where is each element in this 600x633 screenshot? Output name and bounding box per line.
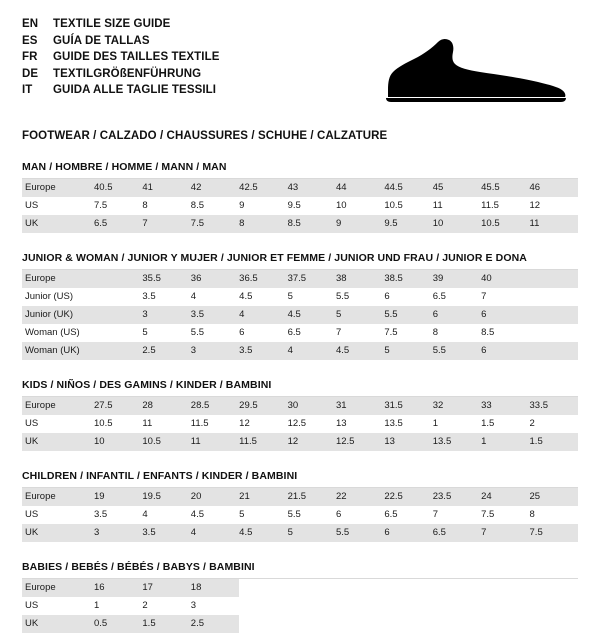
cell: 6.5 — [94, 215, 142, 233]
cell: 8 — [529, 509, 535, 520]
cell — [239, 579, 287, 597]
cell: 6 — [384, 291, 390, 302]
cell: 2.5 — [191, 615, 239, 633]
cell — [336, 615, 384, 633]
table-row — [22, 506, 578, 524]
table-row — [22, 197, 578, 215]
cell: 7.5 — [481, 509, 495, 520]
cell: 6.5 — [384, 509, 398, 520]
cell: 4.5 — [336, 342, 384, 360]
cell: 8 — [142, 200, 148, 211]
cell: 3.5 — [191, 306, 239, 324]
cell: 3.5 — [239, 342, 287, 360]
cell — [239, 615, 287, 633]
language-row — [22, 82, 352, 99]
cell — [94, 306, 142, 324]
size-table — [22, 488, 578, 542]
cell: 11.5 — [481, 200, 499, 211]
cell: 4 — [142, 509, 148, 520]
cell: 16 — [94, 579, 142, 597]
cell: 7 — [481, 524, 529, 542]
group-title: MAN / HOMBRE / HOMME / MANN / MAN — [22, 161, 578, 179]
cell: 8.5 — [190, 200, 204, 211]
group-babies — [22, 561, 578, 633]
group-man — [22, 161, 578, 233]
cell: 36 — [191, 270, 239, 288]
cell: 5.5 — [335, 291, 350, 302]
cell: 13 — [335, 418, 347, 429]
cell: 4 — [288, 342, 336, 360]
cell: 3 — [191, 342, 239, 360]
cell: 12 — [288, 433, 336, 451]
cell: 6 — [481, 342, 529, 360]
cell: 0.5 — [94, 615, 142, 633]
cell: 6 — [384, 524, 432, 542]
cell: 6 — [239, 327, 245, 338]
cell: 44.5 — [384, 179, 432, 197]
cell: 8.5 — [481, 327, 495, 338]
cell: 21 — [239, 488, 287, 506]
cell: 11 — [142, 418, 153, 429]
size-table — [22, 397, 578, 451]
cell: 5.5 — [384, 306, 432, 324]
cell — [94, 342, 142, 360]
cell: 6.5 — [287, 327, 301, 338]
cell — [384, 579, 432, 597]
cell: 9 — [239, 200, 245, 211]
cell: 29.5 — [239, 397, 287, 415]
cell: 3.5 — [142, 291, 156, 302]
cell: 39 — [433, 270, 481, 288]
table-row — [22, 270, 578, 288]
cell: 10.5 — [94, 418, 113, 429]
group-title: KIDS / NIÑOS / DES GAMINS / KINDER / BAMBINI — [22, 379, 578, 397]
cell — [481, 579, 529, 597]
cell: 2.5 — [142, 342, 190, 360]
row-label: US — [25, 600, 39, 611]
cell: 2 — [142, 600, 148, 611]
cell: 12 — [239, 418, 250, 429]
page-title: FOOTWEAR / CALZADO / CHAUSSURES / SCHUHE / CALZATURE — [22, 130, 388, 142]
cell: 1 — [94, 600, 100, 611]
cell: 31.5 — [384, 397, 432, 415]
cell: 38.5 — [384, 270, 432, 288]
table-row — [22, 215, 578, 233]
cell — [530, 579, 578, 597]
cell: 27.5 — [94, 397, 142, 415]
cell: 11.5 — [239, 433, 287, 451]
cell: 40 — [481, 270, 529, 288]
cell — [481, 615, 529, 633]
cell: 8.5 — [288, 215, 336, 233]
cell: 3 — [142, 306, 190, 324]
language-title: TEXTILGRÖßENFÜHRUNG — [53, 67, 202, 80]
group-junior-woman — [22, 252, 578, 360]
row-label: Europe — [22, 488, 94, 506]
cell: 12.5 — [287, 418, 307, 429]
cell: 32 — [433, 397, 481, 415]
group-children — [22, 470, 578, 542]
cell — [433, 579, 481, 597]
row-label: UK — [22, 433, 94, 451]
cell: 5 — [288, 524, 336, 542]
cell — [530, 324, 578, 342]
cell: 33 — [481, 397, 529, 415]
cell — [433, 615, 481, 633]
cell: 10 — [335, 200, 347, 211]
cell — [530, 288, 578, 306]
cell: 18 — [191, 579, 239, 597]
cell: 6 — [481, 306, 529, 324]
cell: 36.5 — [239, 270, 287, 288]
cell: 8 — [432, 327, 439, 338]
cell: 7 — [432, 509, 439, 520]
cell: 1.5 — [481, 418, 495, 429]
cell: 46 — [530, 179, 578, 197]
cell: 1 — [481, 433, 529, 451]
size-table — [22, 579, 578, 633]
cell: 4 — [191, 524, 239, 542]
table-row — [22, 179, 578, 197]
cell: 7.5 — [94, 200, 108, 211]
cell: 30 — [288, 397, 336, 415]
language-title: GUÍA DE TALLAS — [53, 34, 150, 47]
cell: 21.5 — [288, 488, 336, 506]
document-header — [22, 16, 578, 112]
cell: 28.5 — [191, 397, 239, 415]
table-row — [22, 488, 578, 506]
cell: 23.5 — [433, 488, 481, 506]
cell: 45.5 — [481, 179, 529, 197]
cell: 37.5 — [288, 270, 336, 288]
cell: 5.5 — [433, 342, 481, 360]
row-label: UK — [22, 524, 94, 542]
group-title: BABIES / BEBÉS / BÉBÉS / BABYS / BAMBINI — [22, 561, 578, 579]
table-row — [22, 415, 578, 433]
cell — [530, 270, 578, 288]
cell: 20 — [191, 488, 239, 506]
cell: 1 — [432, 418, 439, 429]
cell: 2 — [529, 418, 535, 429]
cell — [530, 615, 578, 633]
cell: 22.5 — [384, 488, 432, 506]
cell: 42.5 — [239, 179, 287, 197]
row-label: US — [25, 509, 39, 520]
cell: 38 — [336, 270, 384, 288]
cell: 10.5 — [384, 200, 403, 211]
language-title: GUIDA ALLE TAGLIE TESSILI — [53, 84, 217, 96]
cell — [530, 306, 578, 324]
dress-shoe-icon — [380, 32, 570, 104]
cell: 1.5 — [530, 433, 578, 451]
cell: 5.5 — [336, 524, 384, 542]
cell: 41 — [142, 179, 190, 197]
row-label: UK — [22, 215, 94, 233]
cell: 1.5 — [142, 615, 190, 633]
row-label: US — [25, 200, 39, 211]
cell: 9.5 — [287, 200, 301, 211]
cell: 11.5 — [190, 418, 209, 429]
cell: 5 — [142, 327, 148, 338]
cell: 9.5 — [384, 215, 432, 233]
cell: 3.5 — [94, 509, 108, 520]
row-label: US — [25, 418, 39, 429]
cell: 4 — [190, 291, 197, 302]
table-row — [22, 579, 578, 597]
cell: 12 — [529, 200, 541, 211]
cell: 33.5 — [530, 397, 578, 415]
cell: 10 — [94, 433, 142, 451]
cell: 45 — [433, 179, 481, 197]
cell: 17 — [142, 579, 190, 597]
row-label: Europe — [22, 579, 94, 597]
cell: 6 — [335, 509, 342, 520]
language-code: FR — [22, 51, 38, 63]
cell: 4.5 — [239, 524, 287, 542]
cell: 11 — [191, 433, 239, 451]
table-row — [22, 397, 578, 415]
cell: 12.5 — [336, 433, 384, 451]
cell: 5.5 — [190, 327, 204, 338]
row-label: UK — [22, 615, 94, 633]
table-row — [22, 524, 578, 542]
cell: 42 — [191, 179, 239, 197]
row-label: Europe — [22, 397, 94, 415]
language-code: DE — [22, 67, 39, 80]
language-title: TEXTILE SIZE GUIDE — [53, 18, 171, 30]
cell: 10 — [433, 215, 481, 233]
cell — [336, 579, 384, 597]
cell: 25 — [530, 488, 578, 506]
language-code: EN — [22, 18, 39, 30]
language-row — [22, 33, 352, 50]
cell: 13.5 — [384, 418, 403, 429]
cell: 43 — [288, 179, 336, 197]
cell: 44 — [336, 179, 384, 197]
size-table — [22, 270, 578, 360]
cell: 5 — [336, 306, 384, 324]
language-title-list — [22, 16, 352, 99]
cell: 5 — [287, 291, 293, 302]
row-label: Europe — [22, 179, 94, 197]
language-row — [22, 66, 352, 83]
cell: 5 — [239, 509, 245, 520]
cell: 7 — [335, 327, 342, 338]
cell: 7.5 — [384, 327, 398, 338]
table-row — [22, 342, 578, 360]
table-row — [22, 615, 578, 633]
cell — [94, 288, 142, 306]
cell: 19 — [94, 488, 142, 506]
cell: 7.5 — [530, 524, 578, 542]
size-table — [22, 179, 578, 233]
cell: 11 — [432, 200, 443, 211]
cell: 8 — [239, 215, 287, 233]
language-code: IT — [22, 84, 33, 96]
table-row — [22, 324, 578, 342]
cell: 4.5 — [288, 306, 336, 324]
table-row — [22, 288, 578, 306]
cell — [530, 342, 578, 360]
cell — [288, 579, 336, 597]
table-row — [22, 433, 578, 451]
language-code: ES — [22, 34, 38, 47]
group-title: JUNIOR & WOMAN / JUNIOR Y MUJER / JUNIOR ET FEMME / JUNIOR UND FRAU / JUNIOR E DONA — [22, 252, 578, 270]
cell: 19.5 — [142, 488, 190, 506]
cell: 4.5 — [190, 509, 204, 520]
group-title: CHILDREN / INFANTIL / ENFANTS / KINDER / BAMBINI — [22, 470, 578, 488]
row-label: Woman (UK) — [22, 342, 94, 360]
cell: 28 — [142, 397, 190, 415]
group-kids — [22, 379, 578, 451]
cell — [288, 615, 336, 633]
cell: 11 — [530, 215, 578, 233]
cell: 6 — [433, 306, 481, 324]
cell: 3 — [94, 524, 142, 542]
cell — [94, 324, 142, 342]
language-title: GUIDE DES TAILLES TEXTILE — [53, 51, 220, 63]
cell: 7 — [481, 291, 487, 302]
cell: 4.5 — [239, 291, 253, 302]
cell: 24 — [481, 488, 529, 506]
cell — [94, 270, 142, 288]
row-label: Junior (UK) — [22, 306, 94, 324]
cell: 5.5 — [287, 509, 301, 520]
language-row — [22, 16, 352, 33]
table-row — [22, 306, 578, 324]
language-row — [22, 49, 352, 66]
cell: 3.5 — [142, 524, 190, 542]
row-label: Europe — [22, 270, 94, 288]
cell: 5 — [384, 342, 432, 360]
cell: 9 — [336, 215, 384, 233]
cell: 3 — [190, 600, 197, 611]
cell: 6.5 — [433, 524, 481, 542]
cell: 10.5 — [481, 215, 529, 233]
cell: 35.5 — [142, 270, 190, 288]
cell: 4 — [239, 306, 287, 324]
cell: 7 — [142, 215, 190, 233]
cell — [384, 615, 432, 633]
row-label: Woman (US) — [25, 327, 80, 338]
row-label: Junior (US) — [25, 291, 74, 302]
cell: 40.5 — [94, 179, 142, 197]
cell: 10.5 — [142, 433, 190, 451]
cell: 13 — [384, 433, 432, 451]
cell: 31 — [336, 397, 384, 415]
cell: 13.5 — [433, 433, 481, 451]
cell: 7.5 — [191, 215, 239, 233]
cell: 22 — [336, 488, 384, 506]
cell: 6.5 — [432, 291, 446, 302]
